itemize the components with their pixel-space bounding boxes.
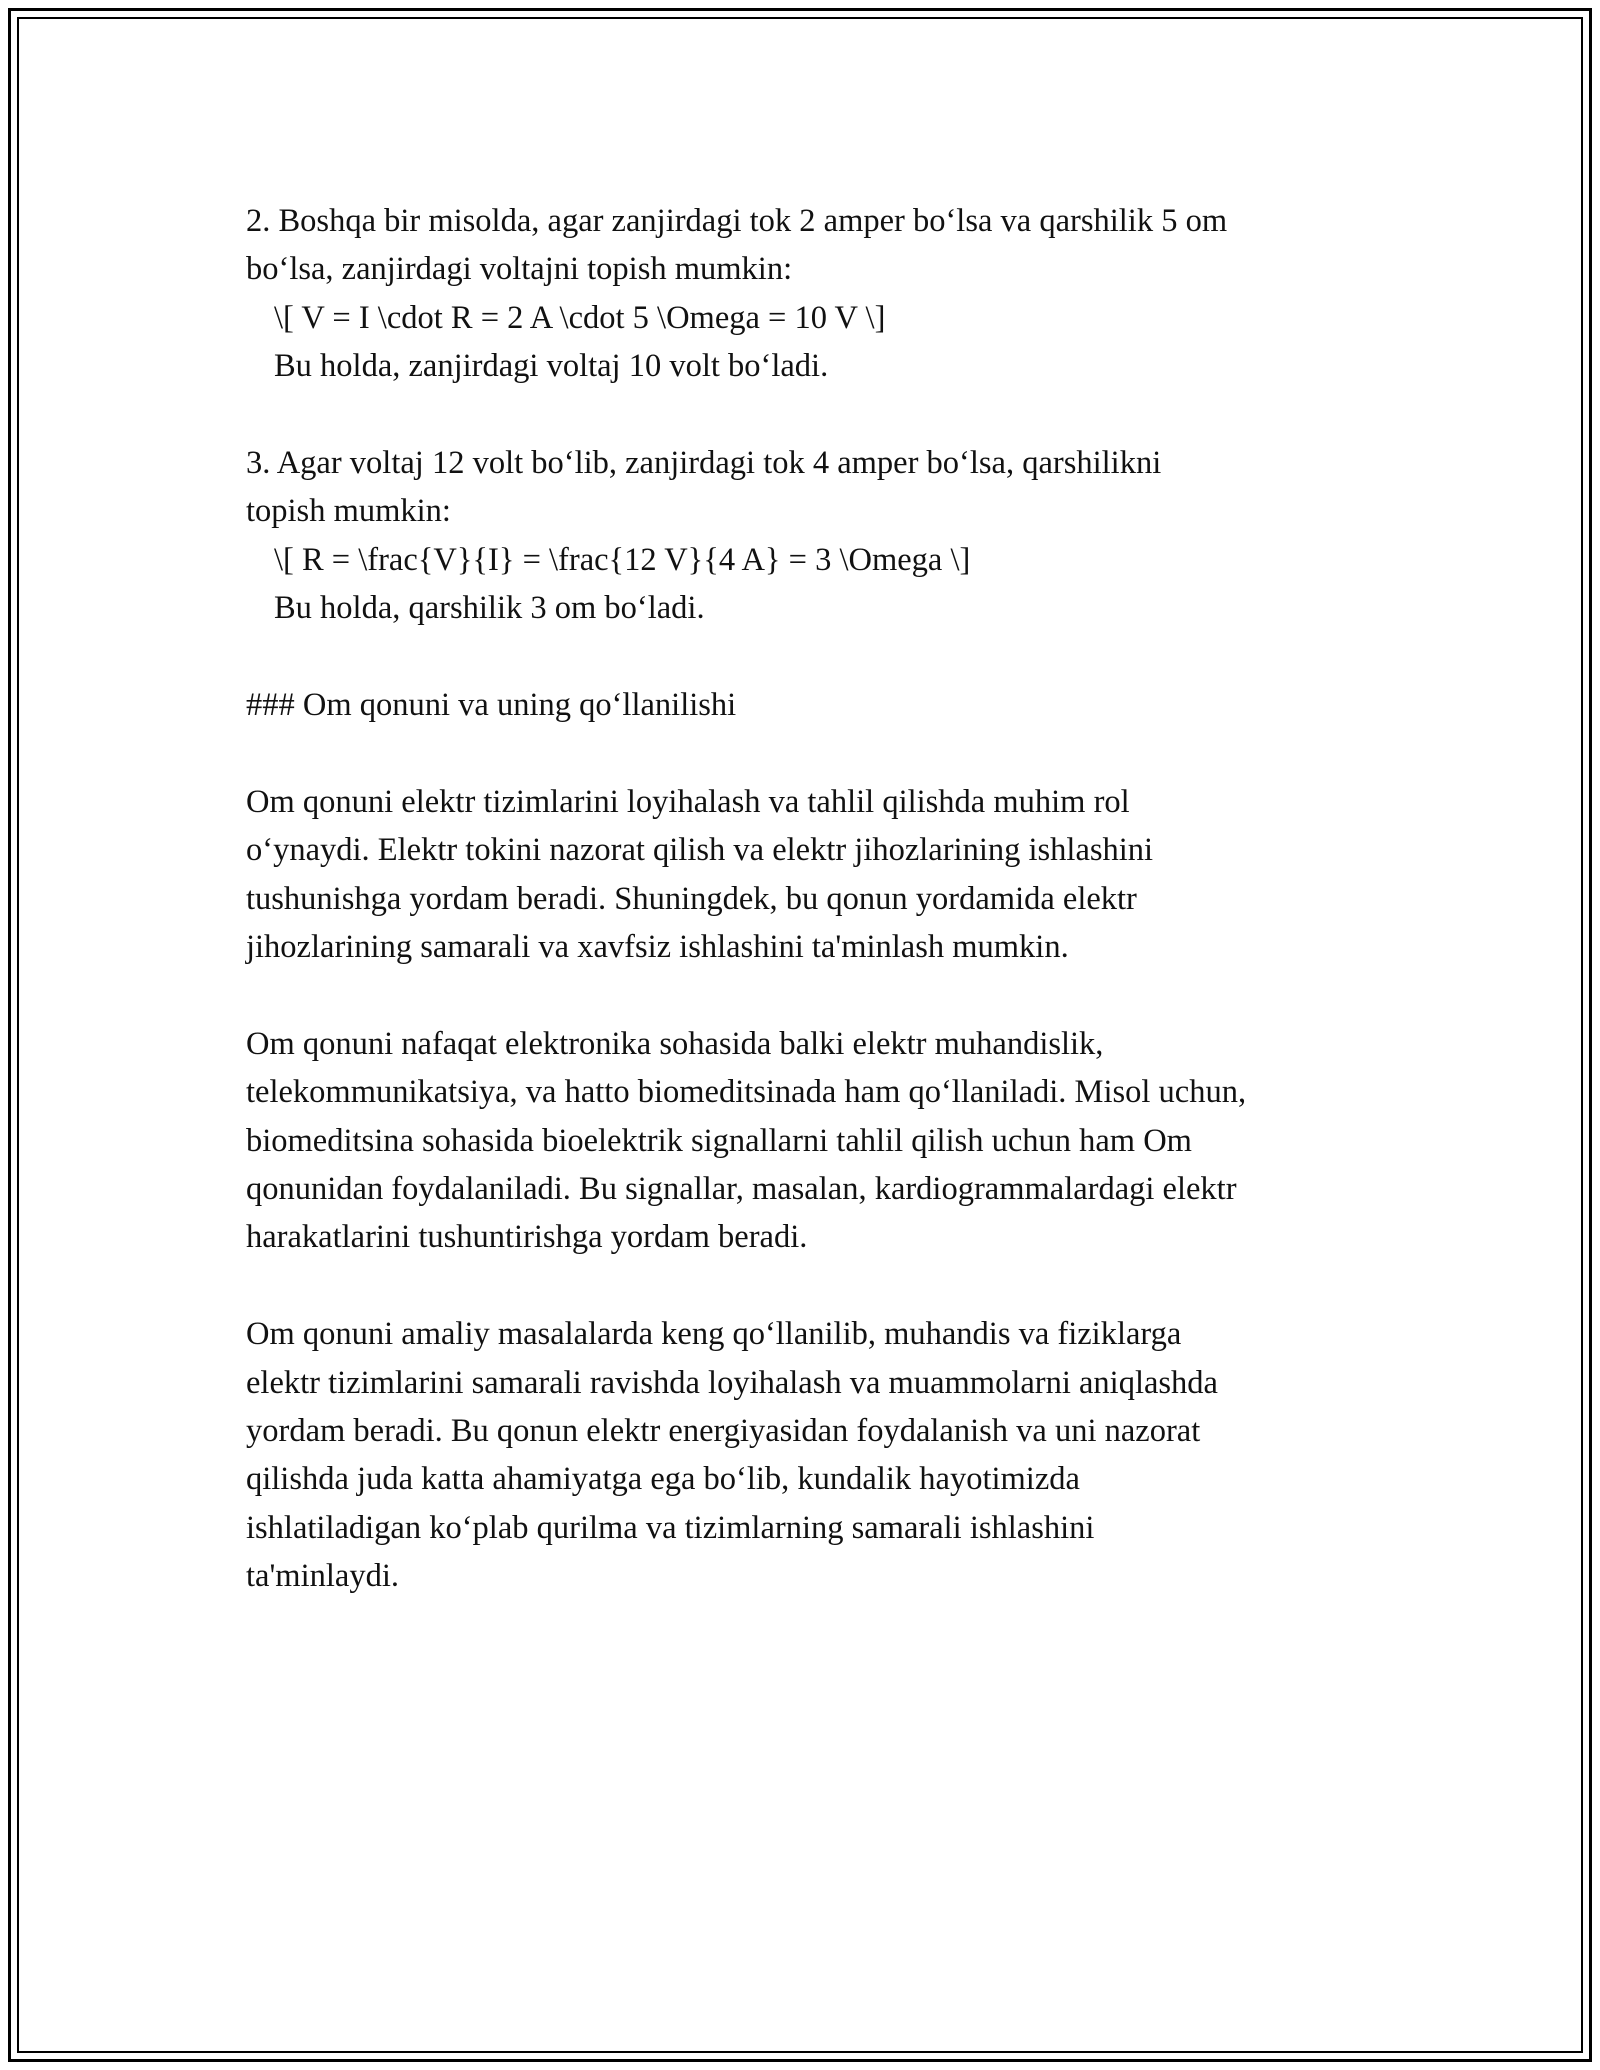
text-line: biomeditsina sohasida bioelektrik signallarni tahlil qilish uchun ham Om	[246, 1122, 1192, 1159]
text-block	[246, 681, 1406, 729]
text-block	[246, 439, 1406, 633]
text-line: yordam beradi. Bu qonun elektr energiyasidan foydalanish va uni nazorat	[246, 1413, 1201, 1450]
formula-line: Bu holda, zanjirdagi voltaj 10 volt bo‘ladi.	[274, 348, 829, 385]
text-line: 2. Boshqa bir misolda, agar zanjirdagi tok 2 amper bo‘lsa va qarshilik 5 om	[246, 203, 1228, 239]
text-line: Om qonuni amaliy masalalarda keng qo‘llanilib, muhandis va fiziklarga	[246, 1316, 1182, 1353]
text-block	[246, 1020, 1406, 1262]
text-line: telekommunikatsiya, va hatto biomeditsinada ham qo‘llaniladi. Misol uchun,	[246, 1074, 1247, 1111]
text-line: jihozlarining samarali va xavfsiz ishlashini ta'minlash mumkin.	[246, 929, 1069, 966]
text-block	[246, 1310, 1406, 1600]
text-line: ta'minlaydi.	[246, 1558, 399, 1595]
page-frame	[8, 8, 1592, 2062]
formula-line: \[ R = \frac{V}{I} = \frac{12 V}{4 A} = 3 \Omega \]	[274, 541, 971, 578]
text-line: Om qonuni elektr tizimlarini loyihalash va tahlil qilishda muhim rol	[246, 783, 1130, 820]
text-line: 3. Agar voltaj 12 volt bo‘lib, zanjirdagi tok 4 amper bo‘lsa, qarshilikni	[246, 445, 1162, 482]
text-line: qilishda juda katta ahamiyatga ega bo‘lib, kundalik hayotimizda	[246, 1461, 1080, 1498]
text-line: ### Om qonuni va uning qo‘llanilishi	[246, 687, 737, 724]
text-block	[246, 197, 1406, 391]
text-line: tushunishga yordam beradi. Shuningdek, bu qonun yordamida elektr	[246, 880, 1137, 917]
formula-line: Bu holda, qarshilik 3 om bo‘ladi.	[274, 590, 705, 627]
text-line: qonunidan foydalaniladi. Bu signallar, masalan, kardiogrammalardagi elektr	[246, 1171, 1237, 1208]
text-line: o‘ynaydi. Elektr tokini nazorat qilish va elektr jihozlarining ishlashini	[246, 832, 1154, 869]
text-line: topish mumkin:	[246, 493, 451, 530]
text-line: harakatlarini tushuntirishga yordam beradi.	[246, 1219, 808, 1256]
text-block	[246, 778, 1406, 972]
text-line: Om qonuni nafaqat elektronika sohasida balki elektr muhandislik,	[246, 1025, 1104, 1062]
text-line: ishlatiladigan ko‘plab qurilma va tizimlarning samarali ishlashini	[246, 1509, 1095, 1546]
document-body	[246, 197, 1406, 1649]
formula-line: \[ V = I \cdot R = 2 A \cdot 5 \Omega = 10 V \]	[274, 299, 886, 336]
text-line: bo‘lsa, zanjirdagi voltajni topish mumkin:	[246, 251, 793, 288]
text-line: elektr tizimlarini samarali ravishda loyihalash va muammolarni aniqlashda	[246, 1364, 1218, 1401]
